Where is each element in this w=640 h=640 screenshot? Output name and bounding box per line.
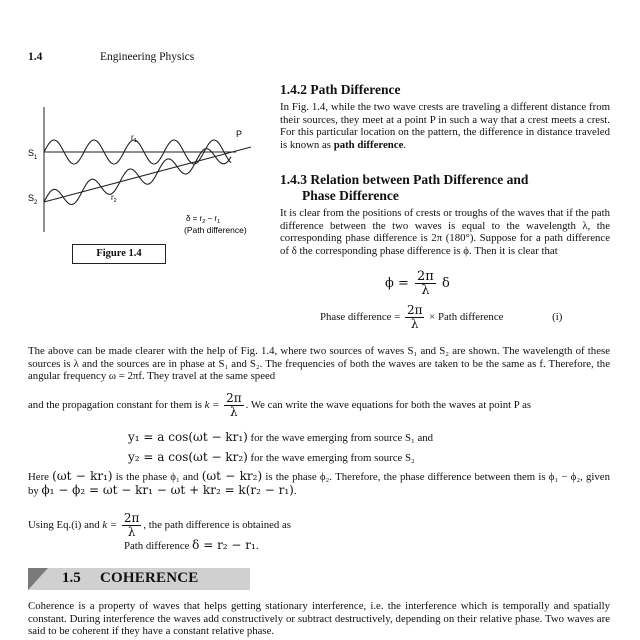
paragraph-propagation-constant: and the propagation constant for them is k = $\frac{2\pi}{\lambda}$ . We can write the wave equations for both the waves at point P as [28,391,532,419]
path-difference-term: path difference [333,138,404,151]
section-1-4-3-paragraph: It is clear from the positions of crests or troughs of the waves that if the path difference between the two waves is equal to the wavelength λ, the corresponding phase difference is 2π (180°). Suppose for a path difference of δ the corresponding phase difference is ϕ. Then it is clear that [280,207,610,257]
label-r1: $r_1$ [131,133,137,144]
paragraph-phase-difference: Here (ωt − kr₁) is the phase ϕ₁ and (ωt − kr₂) is the phase ϕ₂. Therefore, the phase difference between them is ϕ₁ − ϕ₂, given by ϕ₁ − ϕ₂ = ωt − kr₁ − ωt + kr₂ = k(r₂ − r₁). [28,469,610,497]
figure-slanted-line [44,147,251,202]
equation-phi: ϕ = $\frac{2\pi}{\lambda}$ δ [385,269,450,298]
label-p: P [236,129,243,139]
paragraph-sources: The above can be made clearer with the help of Fig. 1.4, where two sources of waves S₁ and S₂ are shown. The wavelength of these sources is λ and the sources are in phase at S₁ and S₂. The frequencies of both the waves are taken to be the same as f. Therefore, the angular frequency ω = 2πf. They travel at the same speed [28,345,610,383]
wave-equation-y1: y₁ = a cos(ωt − kr₁) for the wave emerging from source S₁ and [128,430,434,444]
paragraph-using-eq: Using Eq.(i) and k = $\frac{2\pi}{\lambda}$ , the path difference is obtained as [28,511,291,539]
section-1-5-title: COHERENCE [100,570,199,586]
label-delta-equation: $\delta = r_2 - r_1$ [186,214,221,225]
label-path-difference: (Path difference) [184,225,247,235]
path-difference-result: Path difference δ = r₂ − r₁. [124,538,259,552]
page-section-number: 1.4 [28,51,43,63]
running-head-title: Engineering Physics [100,51,195,63]
figure-caption: Figure 1.4 [72,244,166,264]
section-1-4-2-paragraph: In Fig. 1.4, while the two wave crests are traveling a different distance from their sources, they meet at a point P in such a way that a crest meets a crest. For this particular location on the pattern, the difference in distance traveled is known as path difference. [280,101,610,151]
equation-phase-difference: Phase difference = $\frac{2\pi}{\lambda}$ × Path difference (i) [320,303,563,331]
label-s1: $S_1$ [28,148,38,161]
section-1-4-2-heading: 1.4.2 Path Difference [280,82,401,97]
wave-2-curve [44,149,231,205]
paragraph-coherence: Coherence is a property of waves that helps getting stationary interference, i.e. the interference which is temporally and spatially constant. During interference the waves add constructively or subtract destructively, depending on their relative phase. Two waves are said to be coherent if they have a constant relative phase. [28,600,610,638]
label-s2: $S_2$ [28,193,38,206]
wave-equation-y2: y₂ = a cos(ωt − kr₂) for the wave emerging from source S₂ [128,450,415,464]
section-1-5-banner [28,568,250,590]
banner-accent [28,568,48,590]
figure-1-4-diagram [26,102,276,252]
section-1-5-number: 1.5 [62,570,81,586]
section-1-4-3-heading: 1.4.3 Relation between Path Difference and Phase Difference [280,172,529,203]
label-r2: $r_2$ [111,193,117,204]
